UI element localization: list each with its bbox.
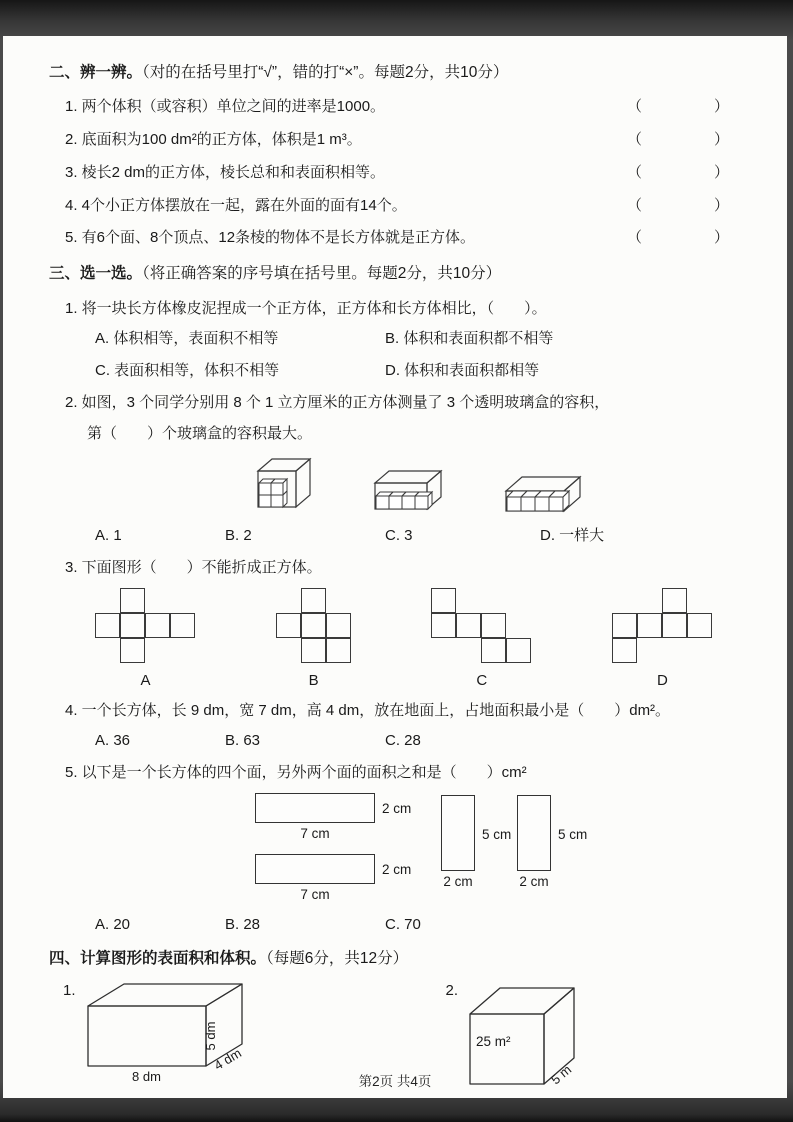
tf-item-3: [65, 162, 743, 184]
option-b: B. 63: [225, 732, 261, 750]
glass-box-figure-3: [502, 465, 584, 513]
answer-blank: （ ）: [626, 229, 743, 247]
option-a: A. 体积相等，表面积不相等: [95, 330, 279, 348]
option-a: A. 1: [95, 527, 122, 545]
net-cell: [301, 613, 326, 638]
page-footer: 第2页 共4页: [358, 1074, 432, 1090]
q3-net-figures: [95, 588, 713, 692]
section3-title: 三、选一选。: [49, 265, 143, 283]
net-cell: [120, 613, 145, 638]
rect-face-2x5-2: [517, 795, 593, 892]
net-cell: [145, 613, 170, 638]
rectangle: [517, 795, 551, 871]
q4-text: 4. 一个长方体，长 9 dm，宽 7 dm，高 4 dm，放在地面上，占地面积最小是（ ）dm²。: [65, 701, 671, 719]
option-b: B. 体积和表面积都不相等: [385, 330, 554, 348]
tf-statement: 5. 有6个面、8个顶点、12条棱的物体不是长方体就是正方体。: [65, 229, 476, 247]
net-label: D: [657, 671, 668, 689]
q1-text: 1. 将一块长方体橡皮泥捏成一个正方体，正方体和长方体相比，（ ）。: [65, 299, 547, 317]
tf-statement: 1. 两个体积（或容积）单位之间的进率是1000。: [65, 98, 386, 116]
section4-title: 四、计算图形的表面积和体积。: [49, 949, 267, 967]
dim-label: 2 cm: [382, 800, 412, 816]
net-cell: [276, 613, 301, 638]
answer-blank: （ ）: [626, 98, 743, 116]
option-b: B. 28: [225, 916, 261, 934]
paper: [3, 36, 787, 1098]
dim-label: 2 cm: [443, 873, 473, 889]
dim-label: 2 cm: [519, 873, 549, 889]
option-d: D. 一样大: [540, 527, 605, 545]
net-cell: [506, 638, 531, 663]
net-cell: [662, 613, 687, 638]
net-label: A: [140, 671, 151, 689]
tf-item-2: [65, 129, 743, 151]
q3-text: 3. 下面图形（ ）不能折成正方体。: [65, 559, 322, 577]
face-area-label: 25 m²: [476, 1034, 511, 1050]
option-c: C. 70: [385, 916, 421, 934]
answer-blank: （ ）: [626, 196, 743, 214]
tf-statement: 2. 底面积为100 dm²的正方体，体积是1 m³。: [65, 131, 362, 149]
section3-heading: [49, 263, 743, 285]
option-c: C. 3: [385, 527, 413, 545]
q1-options-row1: [95, 328, 743, 350]
net-cell: [481, 638, 506, 663]
rectangle: [255, 793, 375, 823]
net-cell: [95, 613, 120, 638]
net-cell: [456, 613, 481, 638]
option-d: D. 体积和表面积都相等: [385, 362, 540, 380]
q1-options-row2: [95, 360, 743, 382]
glass-box-figure-1: [254, 453, 316, 513]
net-cell: [301, 588, 326, 613]
net-cell: [120, 588, 145, 613]
q5-text: 5. 以下是一个长方体的四个面，另外两个面的面积之和是（ ）cm²: [65, 764, 527, 782]
q5-wide-rects: [255, 793, 441, 904]
rectangle: [441, 795, 475, 871]
dim-label-height: 5 dm: [202, 1021, 218, 1051]
figure-number: 1.: [63, 982, 76, 1000]
section2-title: 二、辨一辨。: [49, 64, 143, 81]
net-cell: [170, 613, 195, 638]
dim-label: 7 cm: [300, 886, 330, 902]
dim-label-depth: 4 dm: [210, 1045, 244, 1074]
section2-heading: [49, 62, 743, 84]
dim-label: 7 cm: [300, 825, 330, 841]
rect-face-2x5-1: [441, 795, 517, 892]
net-figure-d: [612, 588, 713, 692]
net-cell: [120, 638, 145, 663]
net-cell: [662, 588, 687, 613]
net-cell: [637, 613, 662, 638]
option-c: C. 28: [385, 732, 421, 750]
rect-face-7x2-2: [255, 854, 412, 905]
net-cell: [431, 613, 456, 638]
tf-statement: 4. 4个小正方体摆放在一起，露在外面的面有14个。: [65, 196, 407, 214]
q5-figures: [255, 793, 743, 904]
cube-net: [431, 588, 532, 664]
answer-blank: （ ）: [626, 131, 743, 149]
answer-blank: （ ）: [626, 163, 743, 181]
option-a: A. 36: [95, 732, 131, 750]
rectangle: [255, 854, 375, 884]
net-figure-a: [95, 588, 196, 692]
section2-note: （对的在括号里打“√”，错的打“×”。每题2分，共10分）: [142, 64, 509, 81]
cube-net: [612, 588, 713, 664]
cube-net: [95, 588, 196, 664]
net-figure-c: [431, 588, 532, 692]
net-cell: [326, 613, 351, 638]
section3-note: （将正确答案的序号填在括号里。每题2分，共10分）: [142, 265, 502, 283]
tf-item-5: [65, 227, 743, 249]
q4-options: [95, 730, 743, 752]
net-cell: [301, 638, 326, 663]
q2-text-line2: 第（ ）个玻璃盒的容积最大。: [87, 424, 313, 442]
dim-label: 5 cm: [558, 826, 588, 842]
dim-label: 5 cm: [482, 826, 512, 842]
glass-box-figure-2: [371, 461, 447, 513]
q2-options: [95, 525, 743, 547]
option-c: C. 表面积相等，体积不相等: [95, 362, 280, 380]
dim-label-length: 8 dm: [131, 1069, 161, 1085]
net-cell: [326, 638, 351, 663]
q2-figures: [254, 453, 743, 513]
rect-face-7x2-1: [255, 793, 412, 844]
tf-item-4: [65, 195, 743, 217]
figure-number: 2.: [445, 982, 459, 1000]
tf-item-1: [65, 96, 743, 118]
dim-label-edge: 5 m: [548, 1062, 575, 1088]
cube-net: [276, 588, 352, 664]
net-cell: [431, 588, 456, 613]
net-figure-b: [276, 588, 352, 692]
section4-heading: [49, 948, 743, 970]
q2-text-line1: 2. 如图，3 个同学分别用 8 个 1 立方厘米的正方体测量了 3 个透明玻璃盒的容积，: [65, 393, 610, 411]
net-cell: [612, 638, 637, 663]
dim-label: 2 cm: [382, 861, 412, 877]
section4-note: （每题6分，共12分）: [266, 949, 409, 967]
tf-statement: 3. 棱长2 dm的正方体，棱长总和和表面积相等。: [65, 163, 386, 181]
q5-options: [95, 914, 743, 936]
net-label: C: [476, 671, 488, 689]
net-cell: [687, 613, 712, 638]
net-label: B: [308, 671, 319, 689]
net-cell: [612, 613, 637, 638]
option-b: B. 2: [225, 527, 252, 545]
option-a: A. 20: [95, 916, 131, 934]
net-cell: [481, 613, 506, 638]
